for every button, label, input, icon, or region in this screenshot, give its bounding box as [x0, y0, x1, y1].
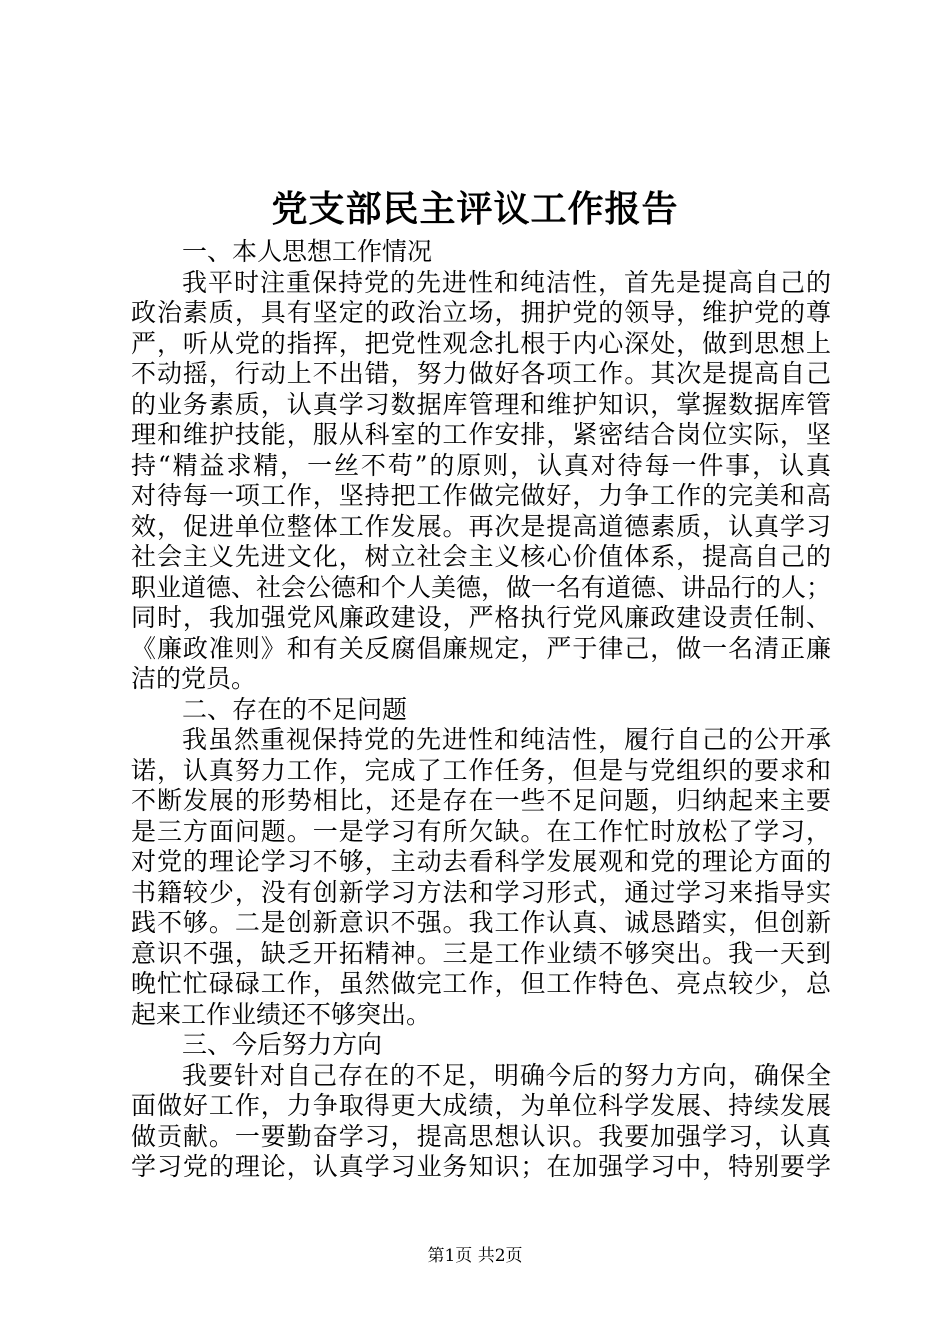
paragraph-line: 同时，我加强党风廉政建设，严格执行党风廉政建设责任制、 — [131, 603, 831, 632]
section-heading-3: 三、今后努力方向 — [182, 1030, 383, 1059]
paragraph-line: 学习党的理论，认真学习业务知识；在加强学习中，特别要学 — [131, 1152, 831, 1181]
paragraph-line: 洁的党员。 — [131, 664, 257, 693]
paragraph-line: 理和维护技能，服从科室的工作安排，紧密结合岗位实际，坚 — [131, 420, 831, 449]
paragraph-line: 《廉政准则》和有关反腐倡廉规定，严于律己，做一名清正廉 — [131, 633, 831, 663]
paragraph-line: 职业道德、社会公德和个人美德，做一名有道德、讲品行的人； — [131, 572, 832, 602]
paragraph-line: 对待每一项工作，坚持把工作做完做好，力争工作的完美和高 — [131, 481, 831, 510]
paragraph-line: 晚忙忙碌碌工作，虽然做完工作，但工作特色、亮点较少，总 — [131, 969, 831, 998]
paragraph-line: 是三方面问题。一是学习有所欠缺。在工作忙时放松了学习， — [131, 816, 831, 846]
paragraph-line: 面做好工作，力争取得更大成绩，为单位科学发展、持续发展 — [131, 1091, 831, 1120]
paragraph-line: 践不够。二是创新意识不强。我工作认真、诚恳踏实，但创新 — [131, 908, 831, 937]
paragraph-line: 持“精益求精，一丝不苟”的原则，认真对待每一件事，认真 — [131, 450, 831, 480]
paragraph-line: 社会主义先进文化，树立社会主义核心价值体系，提高自己的 — [131, 542, 831, 571]
section-heading-1: 一、本人思想工作情况 — [182, 237, 433, 266]
paragraph-line: 不动摇，行动上不出错，努力做好各项工作。其次是提高自己 — [131, 359, 831, 388]
paragraph-line: 起来工作业绩还不够突出。 — [131, 999, 432, 1029]
section-heading-2: 二、存在的不足问题 — [182, 694, 408, 724]
paragraph-line: 诺，认真努力工作，完成了工作任务，但是与党组织的要求和 — [131, 755, 831, 785]
paragraph-line: 书籍较少，没有创新学习方法和学习形式，通过学习来指导实 — [131, 877, 831, 907]
document-body — [131, 237, 831, 1183]
paragraph-line: 不断发展的形势相比，还是存在一些不足问题，归纳起来主要 — [131, 786, 831, 815]
paragraph-line: 意识不强，缺乏开拓精神。三是工作业绩不够突出。我一天到 — [131, 938, 831, 968]
page-footer: 第1页 共2页 — [427, 1246, 523, 1266]
paragraph-line: 严，听从党的指挥，把党性观念扎根于内心深处，做到思想上 — [131, 328, 831, 358]
paragraph-line: 效，促进单位整体工作发展。再次是提高道德素质，认真学习 — [131, 511, 831, 541]
paragraph-line: 的业务素质，认真学习数据库管理和维护知识，掌握数据库管 — [131, 389, 831, 419]
paragraph-line: 政治素质，具有坚定的政治立场，拥护党的领导，维护党的尊 — [131, 298, 831, 327]
paragraph-line: 我平时注重保持党的先进性和纯洁性，首先是提高自己的 — [182, 267, 831, 297]
paragraph-line: 做贡献。一要勤奋学习，提高思想认识。我要加强学习，认真 — [131, 1121, 831, 1151]
document-title: 党支部民主评议工作报告 — [271, 188, 679, 230]
paragraph-line: 我虽然重视保持党的先进性和纯洁性，履行自己的公开承 — [182, 725, 831, 754]
paragraph-line: 对党的理论学习不够，主动去看科学发展观和党的理论方面的 — [131, 847, 831, 876]
paragraph-line: 我要针对自己存在的不足，明确今后的努力方向，确保全 — [182, 1060, 831, 1090]
